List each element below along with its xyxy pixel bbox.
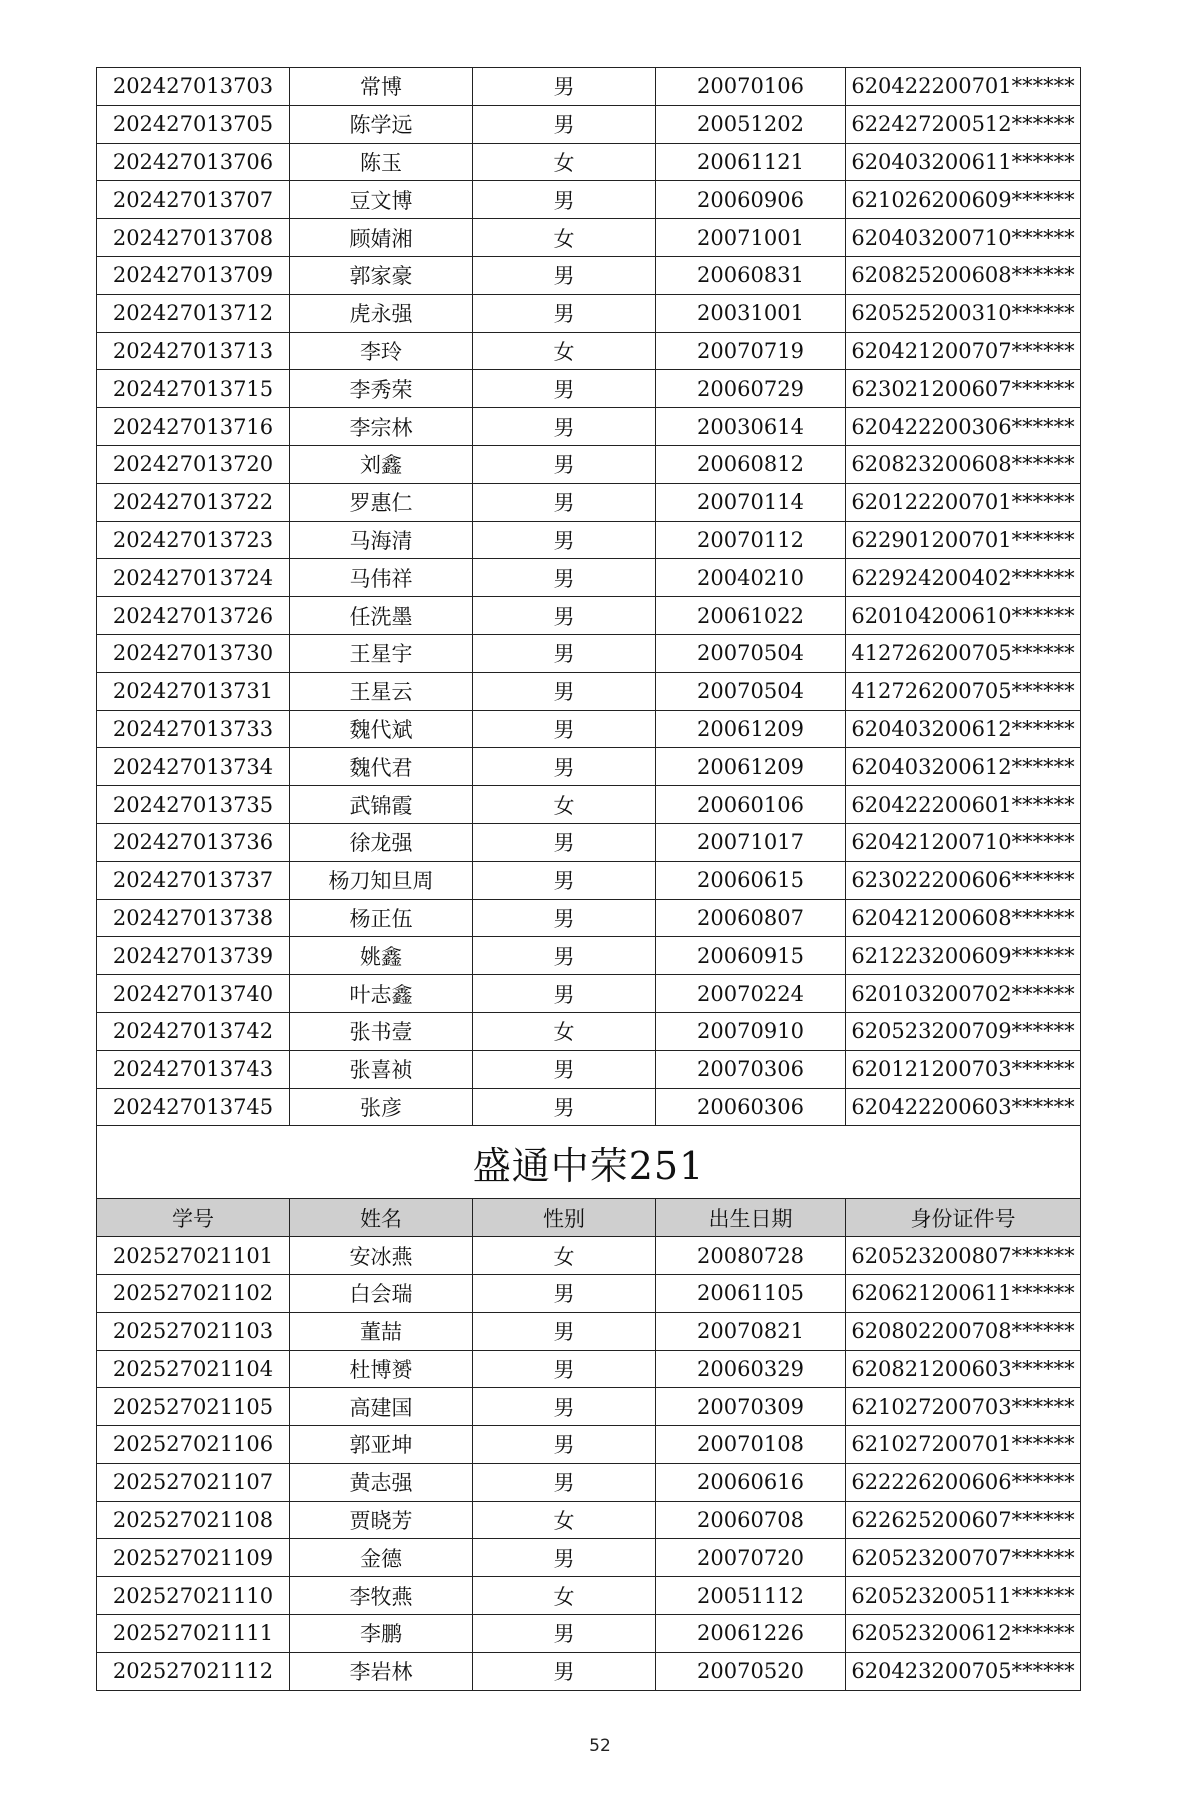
section-title: 盛通中荣251 (97, 1126, 1081, 1199)
name-cell: 李玲 (290, 332, 473, 370)
name-cell: 张书壹 (290, 1012, 473, 1050)
gender-cell: 女 (473, 219, 656, 257)
table-row (97, 483, 1081, 521)
student-id-cell: 202527021102 (97, 1274, 290, 1312)
table-row (97, 445, 1081, 483)
student-roster-table (96, 67, 1081, 1691)
gender-cell: 男 (473, 1652, 656, 1690)
id-number-cell: 620403200612****** (846, 710, 1081, 748)
birth-date-cell: 20070720 (656, 1539, 846, 1577)
table-row (97, 521, 1081, 559)
table-row (97, 68, 1081, 106)
id-number-cell: 620523200707****** (846, 1539, 1081, 1577)
student-id-cell: 202427013713 (97, 332, 290, 370)
table-row (97, 861, 1081, 899)
name-cell: 安冰燕 (290, 1237, 473, 1275)
table-row (97, 634, 1081, 672)
birth-date-cell: 20060915 (656, 937, 846, 975)
id-number-cell: 620422200701****** (846, 68, 1081, 106)
name-cell: 李宗林 (290, 408, 473, 446)
id-number-cell: 412726200705****** (846, 634, 1081, 672)
id-number-cell: 621027200703****** (846, 1388, 1081, 1426)
student-id-cell: 202427013740 (97, 975, 290, 1013)
gender-cell: 男 (473, 1274, 656, 1312)
name-cell: 马海清 (290, 521, 473, 559)
id-number-cell: 621223200609****** (846, 937, 1081, 975)
table-row (97, 1652, 1081, 1690)
table-row (97, 408, 1081, 446)
gender-cell: 男 (473, 748, 656, 786)
id-number-cell: 620523200807****** (846, 1237, 1081, 1275)
gender-cell: 男 (473, 597, 656, 635)
id-number-cell: 622427200512****** (846, 105, 1081, 143)
name-cell: 董喆 (290, 1312, 473, 1350)
id-number-cell: 620821200603****** (846, 1350, 1081, 1388)
name-cell: 高建国 (290, 1388, 473, 1426)
table-row (97, 710, 1081, 748)
name-cell: 金德 (290, 1539, 473, 1577)
table-row (97, 1312, 1081, 1350)
student-roster-sheet (96, 67, 1080, 1691)
id-number-cell: 620422200603****** (846, 1088, 1081, 1126)
name-cell: 杨刀知旦周 (290, 861, 473, 899)
gender-cell: 女 (473, 786, 656, 824)
gender-cell: 男 (473, 975, 656, 1013)
table-row (97, 1615, 1081, 1653)
table-row (97, 1539, 1081, 1577)
birth-date-cell: 20070309 (656, 1388, 846, 1426)
name-cell: 王星宇 (290, 634, 473, 672)
table-row (97, 559, 1081, 597)
name-cell: 李鹏 (290, 1615, 473, 1653)
birth-date-cell: 20060615 (656, 861, 846, 899)
name-cell: 李牧燕 (290, 1577, 473, 1615)
birth-date-cell: 20070106 (656, 68, 846, 106)
id-number-cell: 620825200608****** (846, 256, 1081, 294)
birth-date-cell: 20071017 (656, 823, 846, 861)
id-number-cell: 620421200608****** (846, 899, 1081, 937)
birth-date-cell: 20070108 (656, 1426, 846, 1464)
id-number-cell: 622625200607****** (846, 1501, 1081, 1539)
student-id-cell: 202427013730 (97, 634, 290, 672)
gender-cell: 男 (473, 1426, 656, 1464)
id-number-cell: 620525200310****** (846, 294, 1081, 332)
gender-cell: 男 (473, 1463, 656, 1501)
name-cell: 顾婧湘 (290, 219, 473, 257)
gender-cell: 男 (473, 710, 656, 748)
birth-date-cell: 20070520 (656, 1652, 846, 1690)
section-title-row (97, 1126, 1081, 1199)
gender-cell: 男 (473, 68, 656, 106)
gender-cell: 男 (473, 1388, 656, 1426)
gender-cell: 男 (473, 1615, 656, 1653)
birth-date-cell: 20030614 (656, 408, 846, 446)
name-cell: 郭亚坤 (290, 1426, 473, 1464)
gender-cell: 男 (473, 559, 656, 597)
birth-date-cell: 20060708 (656, 1501, 846, 1539)
id-number-cell: 621027200701****** (846, 1426, 1081, 1464)
birth-date-cell: 20060807 (656, 899, 846, 937)
table-row (97, 1388, 1081, 1426)
student-id-cell: 202427013734 (97, 748, 290, 786)
id-number-cell: 620523200709****** (846, 1012, 1081, 1050)
student-id-cell: 202527021108 (97, 1501, 290, 1539)
birth-date-cell: 20070910 (656, 1012, 846, 1050)
student-id-cell: 202427013737 (97, 861, 290, 899)
name-cell: 郭家豪 (290, 256, 473, 294)
gender-cell: 男 (473, 899, 656, 937)
id-number-cell: 620422200601****** (846, 786, 1081, 824)
table-row (97, 1012, 1081, 1050)
gender-cell: 男 (473, 1050, 656, 1088)
table-row (97, 370, 1081, 408)
birth-date-cell: 20060831 (656, 256, 846, 294)
birth-date-cell: 20070504 (656, 634, 846, 672)
section-rows (97, 1237, 1081, 1691)
name-cell: 陈学远 (290, 105, 473, 143)
gender-cell: 女 (473, 1501, 656, 1539)
id-number-cell: 620523200612****** (846, 1615, 1081, 1653)
name-cell: 魏代君 (290, 748, 473, 786)
student-id-cell: 202427013705 (97, 105, 290, 143)
student-id-cell: 202427013722 (97, 483, 290, 521)
id-number-cell: 620421200710****** (846, 823, 1081, 861)
table-row (97, 899, 1081, 937)
student-id-cell: 202427013745 (97, 1088, 290, 1126)
birth-date-cell: 20051112 (656, 1577, 846, 1615)
gender-cell: 男 (473, 937, 656, 975)
birth-date-cell: 20070821 (656, 1312, 846, 1350)
table-row (97, 975, 1081, 1013)
table-row (97, 1501, 1081, 1539)
birth-date-cell: 20080728 (656, 1237, 846, 1275)
id-number-cell: 620121200703****** (846, 1050, 1081, 1088)
gender-cell: 男 (473, 1088, 656, 1126)
birth-date-cell: 20061022 (656, 597, 846, 635)
table-row (97, 1350, 1081, 1388)
header-name: 姓名 (290, 1199, 473, 1237)
student-id-cell: 202427013707 (97, 181, 290, 219)
student-id-cell: 202427013733 (97, 710, 290, 748)
gender-cell: 男 (473, 294, 656, 332)
page-number: 52 (589, 1736, 611, 1756)
name-cell: 叶志鑫 (290, 975, 473, 1013)
table-row (97, 219, 1081, 257)
id-number-cell: 623022200606****** (846, 861, 1081, 899)
birth-date-cell: 20070114 (656, 483, 846, 521)
id-number-cell: 621026200609****** (846, 181, 1081, 219)
student-id-cell: 202427013742 (97, 1012, 290, 1050)
student-id-cell: 202527021112 (97, 1652, 290, 1690)
id-number-cell: 623021200607****** (846, 370, 1081, 408)
name-cell: 徐龙强 (290, 823, 473, 861)
table-row (97, 1577, 1081, 1615)
student-id-cell: 202527021106 (97, 1426, 290, 1464)
student-id-cell: 202427013715 (97, 370, 290, 408)
table-row (97, 1237, 1081, 1275)
student-id-cell: 202527021103 (97, 1312, 290, 1350)
birth-date-cell: 20060729 (656, 370, 846, 408)
table-row (97, 256, 1081, 294)
id-number-cell: 620802200708****** (846, 1312, 1081, 1350)
gender-cell: 男 (473, 256, 656, 294)
table-row (97, 181, 1081, 219)
birth-date-cell: 20060616 (656, 1463, 846, 1501)
table-row (97, 672, 1081, 710)
student-id-cell: 202527021110 (97, 1577, 290, 1615)
section-title-block (97, 1126, 1081, 1237)
name-cell: 马伟祥 (290, 559, 473, 597)
student-id-cell: 202427013726 (97, 597, 290, 635)
gender-cell: 男 (473, 861, 656, 899)
id-number-cell: 620422200306****** (846, 408, 1081, 446)
gender-cell: 男 (473, 1539, 656, 1577)
table-row (97, 1274, 1081, 1312)
id-number-cell: 620621200611****** (846, 1274, 1081, 1312)
name-cell: 武锦霞 (290, 786, 473, 824)
name-cell: 陈玉 (290, 143, 473, 181)
header-id-number: 身份证件号 (846, 1199, 1081, 1237)
birth-date-cell: 20060906 (656, 181, 846, 219)
birth-date-cell: 20060106 (656, 786, 846, 824)
table-row (97, 937, 1081, 975)
student-id-cell: 202427013703 (97, 68, 290, 106)
birth-date-cell: 20040210 (656, 559, 846, 597)
gender-cell: 女 (473, 1577, 656, 1615)
birth-date-cell: 20061105 (656, 1274, 846, 1312)
student-id-cell: 202427013720 (97, 445, 290, 483)
id-number-cell: 622901200701****** (846, 521, 1081, 559)
id-number-cell: 620523200511****** (846, 1577, 1081, 1615)
gender-cell: 女 (473, 332, 656, 370)
gender-cell: 男 (473, 370, 656, 408)
student-id-cell: 202427013708 (97, 219, 290, 257)
name-cell: 刘鑫 (290, 445, 473, 483)
name-cell: 贾晓芳 (290, 1501, 473, 1539)
birth-date-cell: 20051202 (656, 105, 846, 143)
gender-cell: 男 (473, 483, 656, 521)
header-birth-date: 出生日期 (656, 1199, 846, 1237)
name-cell: 姚鑫 (290, 937, 473, 975)
name-cell: 虎永强 (290, 294, 473, 332)
previous-class-rows (97, 68, 1081, 1126)
name-cell: 豆文博 (290, 181, 473, 219)
gender-cell: 男 (473, 408, 656, 446)
id-number-cell: 622226200606****** (846, 1463, 1081, 1501)
column-header-row (97, 1199, 1081, 1237)
table-row (97, 143, 1081, 181)
table-row (97, 105, 1081, 143)
name-cell: 王星云 (290, 672, 473, 710)
name-cell: 李秀荣 (290, 370, 473, 408)
student-id-cell: 202427013739 (97, 937, 290, 975)
birth-date-cell: 20061226 (656, 1615, 846, 1653)
id-number-cell: 620421200707****** (846, 332, 1081, 370)
id-number-cell: 620423200705****** (846, 1652, 1081, 1690)
gender-cell: 男 (473, 1312, 656, 1350)
birth-date-cell: 20061209 (656, 710, 846, 748)
student-id-cell: 202527021107 (97, 1463, 290, 1501)
table-row (97, 1426, 1081, 1464)
table-row (97, 294, 1081, 332)
birth-date-cell: 20060306 (656, 1088, 846, 1126)
student-id-cell: 202527021104 (97, 1350, 290, 1388)
birth-date-cell: 20061121 (656, 143, 846, 181)
student-id-cell: 202427013709 (97, 256, 290, 294)
student-id-cell: 202527021111 (97, 1615, 290, 1653)
id-number-cell: 622924200402****** (846, 559, 1081, 597)
gender-cell: 男 (473, 823, 656, 861)
table-row (97, 823, 1081, 861)
gender-cell: 男 (473, 672, 656, 710)
header-student-id: 学号 (97, 1199, 290, 1237)
table-row (97, 748, 1081, 786)
student-id-cell: 202427013723 (97, 521, 290, 559)
table-row (97, 786, 1081, 824)
student-id-cell: 202427013738 (97, 899, 290, 937)
gender-cell: 男 (473, 1350, 656, 1388)
name-cell: 张喜祯 (290, 1050, 473, 1088)
gender-cell: 男 (473, 521, 656, 559)
id-number-cell: 620104200610****** (846, 597, 1081, 635)
birth-date-cell: 20070719 (656, 332, 846, 370)
student-id-cell: 202527021109 (97, 1539, 290, 1577)
birth-date-cell: 20070306 (656, 1050, 846, 1088)
birth-date-cell: 20031001 (656, 294, 846, 332)
gender-cell: 男 (473, 181, 656, 219)
id-number-cell: 620122200701****** (846, 483, 1081, 521)
student-id-cell: 202427013716 (97, 408, 290, 446)
name-cell: 杨正伍 (290, 899, 473, 937)
name-cell: 张彦 (290, 1088, 473, 1126)
student-id-cell: 202427013736 (97, 823, 290, 861)
birth-date-cell: 20071001 (656, 219, 846, 257)
gender-cell: 女 (473, 143, 656, 181)
student-id-cell: 202427013743 (97, 1050, 290, 1088)
id-number-cell: 620823200608****** (846, 445, 1081, 483)
table-row (97, 597, 1081, 635)
id-number-cell: 620403200710****** (846, 219, 1081, 257)
name-cell: 李岩林 (290, 1652, 473, 1690)
id-number-cell: 620403200612****** (846, 748, 1081, 786)
birth-date-cell: 20070112 (656, 521, 846, 559)
birth-date-cell: 20060329 (656, 1350, 846, 1388)
gender-cell: 男 (473, 634, 656, 672)
student-id-cell: 202427013712 (97, 294, 290, 332)
table-row (97, 1088, 1081, 1126)
student-id-cell: 202527021105 (97, 1388, 290, 1426)
student-id-cell: 202527021101 (97, 1237, 290, 1275)
gender-cell: 男 (473, 445, 656, 483)
name-cell: 罗惠仁 (290, 483, 473, 521)
name-cell: 魏代斌 (290, 710, 473, 748)
gender-cell: 女 (473, 1012, 656, 1050)
id-number-cell: 620103200702****** (846, 975, 1081, 1013)
header-gender: 性别 (473, 1199, 656, 1237)
name-cell: 黄志强 (290, 1463, 473, 1501)
table-row (97, 332, 1081, 370)
birth-date-cell: 20070224 (656, 975, 846, 1013)
birth-date-cell: 20060812 (656, 445, 846, 483)
name-cell: 常博 (290, 68, 473, 106)
name-cell: 杜博赟 (290, 1350, 473, 1388)
id-number-cell: 412726200705****** (846, 672, 1081, 710)
birth-date-cell: 20061209 (656, 748, 846, 786)
table-row (97, 1050, 1081, 1088)
gender-cell: 男 (473, 105, 656, 143)
gender-cell: 女 (473, 1237, 656, 1275)
name-cell: 白会瑞 (290, 1274, 473, 1312)
name-cell: 任洗墨 (290, 597, 473, 635)
birth-date-cell: 20070504 (656, 672, 846, 710)
table-row (97, 1463, 1081, 1501)
student-id-cell: 202427013735 (97, 786, 290, 824)
student-id-cell: 202427013706 (97, 143, 290, 181)
id-number-cell: 620403200611****** (846, 143, 1081, 181)
student-id-cell: 202427013731 (97, 672, 290, 710)
student-id-cell: 202427013724 (97, 559, 290, 597)
